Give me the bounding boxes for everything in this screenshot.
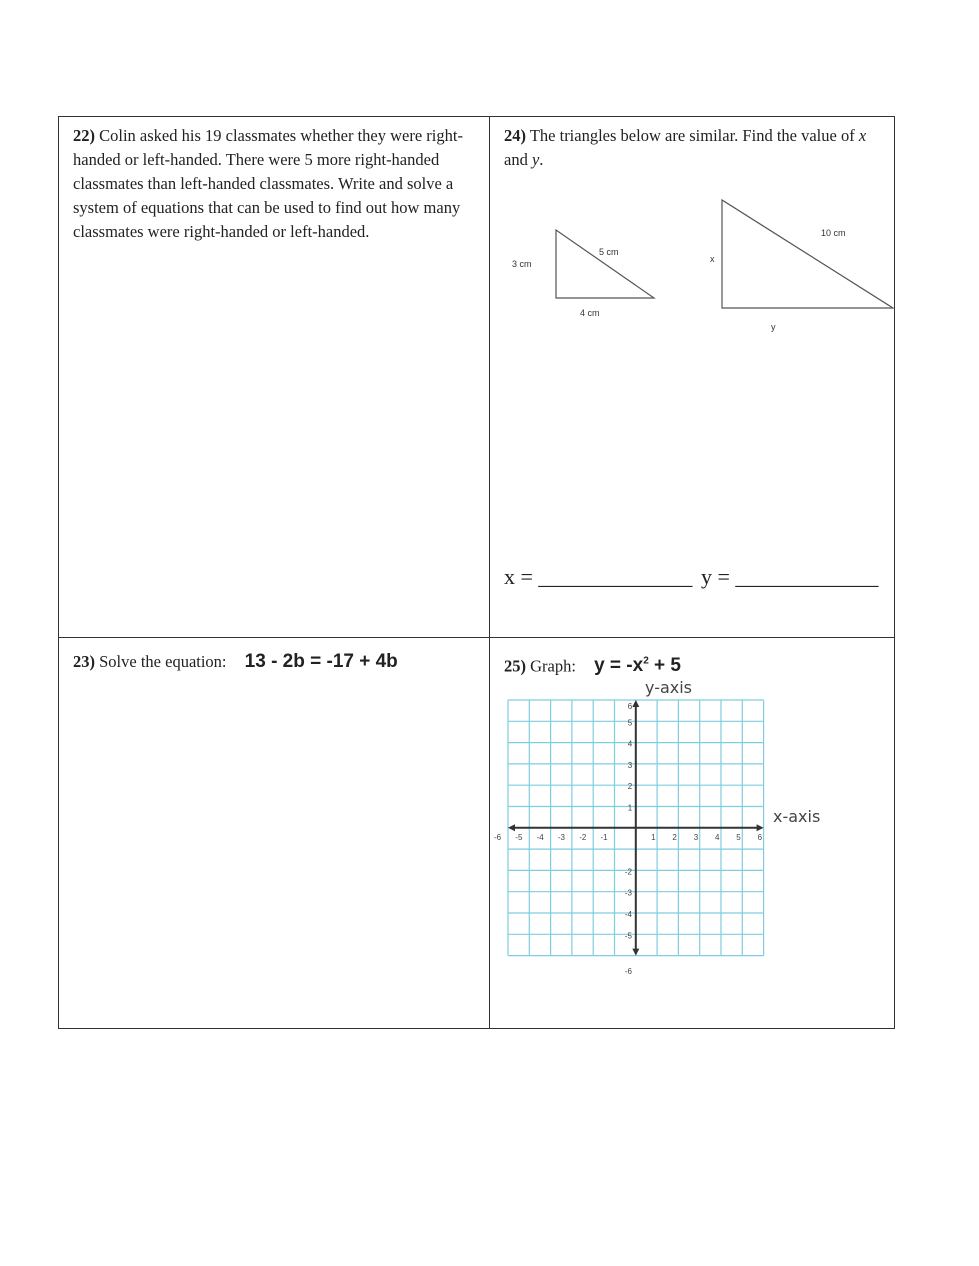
arrow-down-icon bbox=[632, 949, 639, 956]
question-text: Colin asked his 19 classmates whether they were right-handed or left-handed. There were 5 more right-handed classmates than left-handed classmates. Write and solve a system of equations that can be used to find out how many classmates were right-handed or left-handed. bbox=[73, 126, 463, 241]
equation bbox=[594, 655, 681, 676]
var-y: y bbox=[531, 150, 540, 169]
large-hyp-label: 10 cm bbox=[821, 228, 846, 238]
y-tick-label: 5 bbox=[627, 718, 633, 728]
equation-exponent: 2 bbox=[643, 656, 649, 667]
y-tick-label: 3 bbox=[627, 760, 633, 770]
x-tick-label: 5 bbox=[736, 832, 741, 842]
equation-lhs: y = -x bbox=[594, 655, 644, 677]
y-tick-label: 4 bbox=[627, 739, 633, 749]
y-tick-label: 6 bbox=[627, 702, 633, 711]
y-axis-label: y-axis bbox=[645, 678, 693, 697]
x-tick-label: 2 bbox=[672, 832, 677, 842]
small-side-label: 3 cm bbox=[512, 259, 532, 269]
y-tick-label: -6 bbox=[624, 966, 632, 976]
x-tick-label: -3 bbox=[557, 832, 566, 842]
equation: 13 - 2b = -17 + 4b bbox=[244, 651, 398, 672]
coordinate-grid[interactable] bbox=[494, 695, 775, 976]
y-tick-label: -5 bbox=[624, 931, 632, 941]
large-bottom-label: y bbox=[771, 322, 776, 332]
y-tick-label: -4 bbox=[624, 910, 632, 919]
answer-x-blank[interactable]: x = ______________ bbox=[504, 564, 693, 589]
x-tick-label: 6 bbox=[757, 832, 763, 842]
x-tick-label: -1 bbox=[600, 832, 608, 842]
arrow-up-icon bbox=[632, 700, 639, 707]
arrow-right-icon bbox=[757, 824, 764, 831]
answer-y-blank[interactable]: y = _____________ bbox=[701, 564, 879, 589]
equation-rhs: + 5 bbox=[648, 655, 681, 677]
question-text: Graph: bbox=[530, 656, 576, 676]
question-text: The triangles below are similar. Find the value of bbox=[529, 126, 859, 145]
question-text: and bbox=[504, 150, 532, 169]
var-x: x bbox=[858, 126, 867, 145]
y-tick-label: 2 bbox=[627, 782, 633, 792]
y-tick-label: -3 bbox=[624, 888, 632, 898]
x-tick-label: -5 bbox=[515, 832, 523, 842]
x-tick-label: 1 bbox=[651, 832, 656, 842]
question-23 bbox=[73, 650, 483, 674]
x-tick-label: 3 bbox=[693, 832, 699, 842]
x-tick-label: 4 bbox=[715, 832, 720, 842]
x-tick-label: -6 bbox=[494, 832, 502, 842]
x-axis-label: x-axis bbox=[773, 807, 821, 826]
y-tick-label: 1 bbox=[627, 803, 633, 813]
y-tick-label: -2 bbox=[624, 867, 632, 877]
x-tick-label: -2 bbox=[579, 832, 587, 842]
x-tick-label: -4 bbox=[536, 832, 544, 842]
small-hyp-label: 5 cm bbox=[599, 247, 619, 257]
question-number: 22) bbox=[73, 126, 95, 145]
question-number: 23) bbox=[73, 652, 95, 671]
large-triangle bbox=[722, 200, 893, 308]
large-side-label: x bbox=[710, 254, 715, 264]
small-bottom-label: 4 cm bbox=[580, 308, 600, 318]
arrow-left-icon bbox=[508, 824, 515, 831]
triangles-figure bbox=[0, 0, 979, 400]
row-divider bbox=[58, 637, 895, 638]
small-triangle bbox=[556, 230, 654, 298]
question-text: . bbox=[539, 150, 544, 169]
question-number: 24) bbox=[504, 126, 526, 145]
question-text: Solve the equation: bbox=[99, 652, 227, 671]
question-25 bbox=[504, 650, 889, 678]
question-number: 25) bbox=[504, 656, 526, 676]
